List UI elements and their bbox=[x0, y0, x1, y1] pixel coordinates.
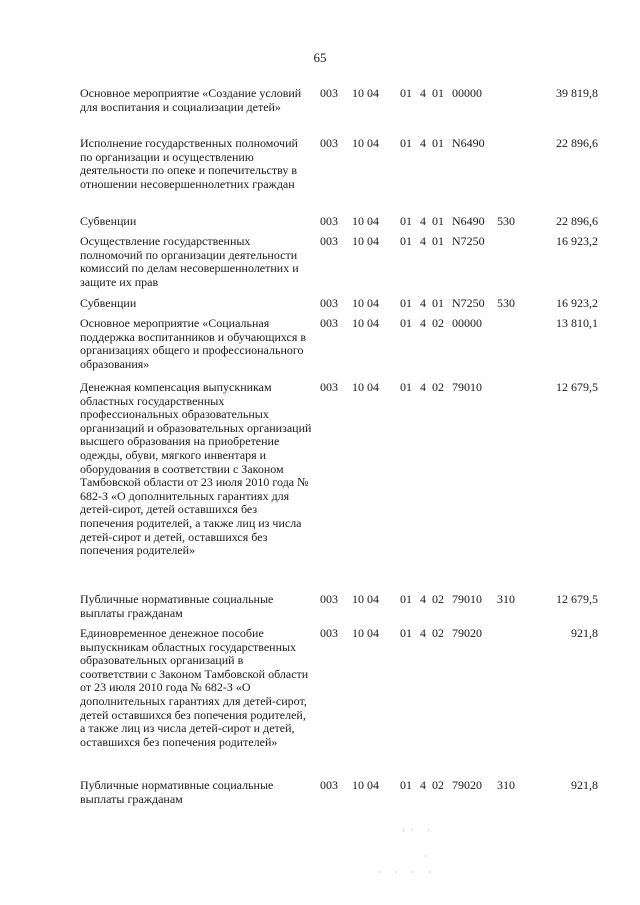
admin-code: 003 bbox=[320, 626, 338, 640]
subprogram-code: 4 bbox=[420, 214, 426, 228]
admin-code: 003 bbox=[320, 592, 338, 606]
expense-type-code: 530 bbox=[497, 296, 515, 310]
expense-type-code: 310 bbox=[497, 592, 515, 606]
amount: 16 923,2 bbox=[556, 296, 598, 310]
admin-code: 003 bbox=[320, 296, 338, 310]
program-code: 01 bbox=[400, 234, 412, 248]
program-code: 01 bbox=[400, 778, 412, 792]
subprogram-code: 4 bbox=[420, 136, 426, 150]
section-code: 10 04 bbox=[352, 234, 379, 248]
amount: 39 819,8 bbox=[556, 86, 598, 100]
expense-type-code: 310 bbox=[497, 778, 515, 792]
program-code: 01 bbox=[400, 626, 412, 640]
admin-code: 003 bbox=[320, 316, 338, 330]
direction-code: 01 bbox=[432, 86, 444, 100]
direction-code: 01 bbox=[432, 214, 444, 228]
admin-code: 003 bbox=[320, 86, 338, 100]
section-code: 10 04 bbox=[352, 86, 379, 100]
direction-code: 02 bbox=[432, 316, 444, 330]
row-name: Основное мероприятие «Социальная поддержка воспитанников и обучающихся в организациях общего и профессионального образования» bbox=[80, 316, 307, 371]
admin-code: 003 bbox=[320, 778, 338, 792]
direction-code: 02 bbox=[432, 626, 444, 640]
subprogram-code: 4 bbox=[420, 234, 426, 248]
row-name: Публичные нормативные социальные выплаты гражданам bbox=[80, 778, 274, 806]
row-name: Субвенции bbox=[80, 214, 137, 228]
section-code: 10 04 bbox=[352, 626, 379, 640]
expense-code: 79010 bbox=[452, 592, 482, 606]
amount: 12 679,5 bbox=[556, 380, 598, 394]
section-code: 10 04 bbox=[352, 592, 379, 606]
direction-code: 02 bbox=[432, 380, 444, 394]
program-code: 01 bbox=[400, 214, 412, 228]
program-code: 01 bbox=[400, 136, 412, 150]
program-code: 01 bbox=[400, 316, 412, 330]
row-name: Публичные нормативные социальные выплаты гражданам bbox=[80, 592, 274, 620]
admin-code: 003 bbox=[320, 234, 338, 248]
direction-code: 02 bbox=[432, 778, 444, 792]
amount: 16 923,2 bbox=[556, 234, 598, 248]
row-name: Субвенции bbox=[80, 296, 137, 310]
subprogram-code: 4 bbox=[420, 592, 426, 606]
section-code: 10 04 bbox=[352, 214, 379, 228]
program-code: 01 bbox=[400, 296, 412, 310]
subprogram-code: 4 bbox=[420, 380, 426, 394]
expense-code: 79010 bbox=[452, 380, 482, 394]
expense-code: 00000 bbox=[452, 316, 482, 330]
scan-noise: ·· · bbox=[402, 826, 436, 835]
amount: 22 896,6 bbox=[556, 136, 598, 150]
row-name: Единовременное денежное пособие выпускникам областных государственных образовательных организаций в соответствии с Законом Тамбовской области от 23 июля 2010 года № 682-З «О дополнительных гарантиях для детей-сирот, детей оставшихся без попечения родителей, а также лиц из числа детей-сирот и детей, оставшихся без попечения родителей» bbox=[80, 626, 309, 749]
amount: 13 810,1 bbox=[556, 316, 598, 330]
admin-code: 003 bbox=[320, 136, 338, 150]
row-name: Основное мероприятие «Создание условий для воспитания и социализации детей» bbox=[80, 86, 302, 114]
section-code: 10 04 bbox=[352, 296, 379, 310]
scan-noise: · · · · bbox=[378, 868, 437, 877]
program-code: 01 bbox=[400, 380, 412, 394]
section-code: 10 04 bbox=[352, 778, 379, 792]
admin-code: 003 bbox=[320, 380, 338, 394]
expense-code: N6490 bbox=[452, 136, 485, 150]
program-code: 01 bbox=[400, 86, 412, 100]
admin-code: 003 bbox=[320, 214, 338, 228]
amount: 12 679,5 bbox=[556, 592, 598, 606]
expense-type-code: 530 bbox=[497, 214, 515, 228]
direction-code: 01 bbox=[432, 296, 444, 310]
page-number: 65 bbox=[313, 50, 327, 65]
direction-code: 02 bbox=[432, 592, 444, 606]
direction-code: 01 bbox=[432, 136, 444, 150]
subprogram-code: 4 bbox=[420, 316, 426, 330]
expense-code: N7250 bbox=[452, 296, 485, 310]
expense-code: 00000 bbox=[452, 86, 482, 100]
section-code: 10 04 bbox=[352, 316, 379, 330]
amount: 22 896,6 bbox=[556, 214, 598, 228]
subprogram-code: 4 bbox=[420, 626, 426, 640]
subprogram-code: 4 bbox=[420, 296, 426, 310]
section-code: 10 04 bbox=[352, 136, 379, 150]
scan-noise: · bbox=[424, 852, 433, 861]
expense-code: N6490 bbox=[452, 214, 485, 228]
expense-code: 79020 bbox=[452, 778, 482, 792]
expense-code: N7250 bbox=[452, 234, 485, 248]
row-name: Исполнение государственных полномочий по организации и осуществлению деятельности по опеке и попечительству в отношении несовершеннолетних граждан bbox=[80, 136, 298, 191]
amount: 921,8 bbox=[571, 778, 598, 792]
expense-code: 79020 bbox=[452, 626, 482, 640]
amount: 921,8 bbox=[571, 626, 598, 640]
section-code: 10 04 bbox=[352, 380, 379, 394]
subprogram-code: 4 bbox=[420, 778, 426, 792]
row-name: Денежная компенсация выпускникам областных государственных профессиональных образовательных организаций и образовательных организаций высшего образования на приобретение одежды, обуви, мягкого инвентаря и оборудования в соответствии с Законом Тамбовской области от 23 июля 2010 года № 682-З «О дополнительных гарантиях для детей-сирот, детей оставшихся без попечения родителей, а также лиц из числа детей-сирот и детей, оставшихся без попечения родителей» bbox=[80, 380, 312, 558]
direction-code: 01 bbox=[432, 234, 444, 248]
program-code: 01 bbox=[400, 592, 412, 606]
subprogram-code: 4 bbox=[420, 86, 426, 100]
row-name: Осуществление государственных полномочий по организации деятельности комиссий по делам несовершеннолетних и защите их прав bbox=[80, 234, 299, 289]
